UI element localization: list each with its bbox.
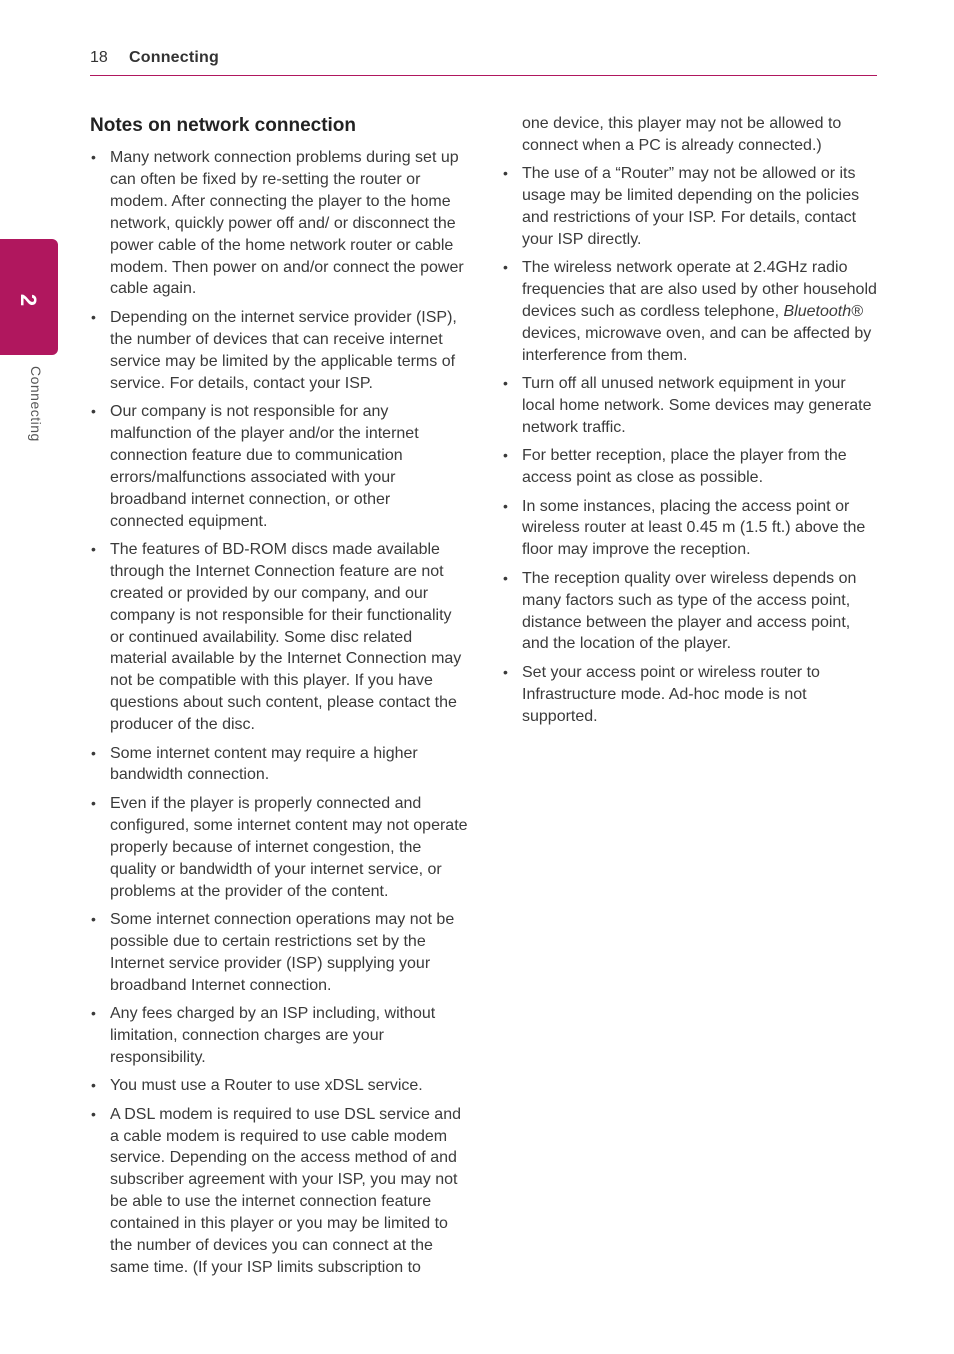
bullet: • (91, 744, 96, 761)
list-item: • A DSL modem is required to use DSL service and a cable modem is required to use cable modem service. Depending on the access method of and subscriber agreement with your ISP, you may not be able to use the internet connection feature contained in this player or you may be limited to the number of devices you can connect at the same time. (If your ISP limits subscription to (91, 1105, 461, 1276)
bullet: • (503, 164, 508, 181)
list-item: • Some internet content may require a higher bandwidth connection. (91, 744, 418, 784)
notes-list-left (90, 147, 468, 1279)
list-item: • Depending on the internet service provider (ISP), the number of devices that can receive internet service may be limited by the applicable terms of service. For details, contact your ISP. (91, 308, 457, 392)
bullet: • (91, 308, 96, 325)
chapter-number: 2 (16, 293, 42, 307)
list-item: • The wireless network operate at 2.4GHz radio frequencies that are also used by other household devices such as cordless telephone, Bluetooth® devices, microwave oven, and can be affected by interference from them. (503, 258, 877, 364)
bullet: • (503, 569, 508, 586)
list-item: • Even if the player is properly connected and configured, some internet content may not operate properly because of internet congestion, the quality or bandwidth of your internet service, or problems at the provider of the content. (91, 794, 468, 900)
bullet: • (503, 447, 508, 464)
list-item: • For better reception, place the player from the access point as close as possible. (503, 447, 847, 487)
page-header (90, 48, 877, 76)
list-item: • Set your access point or wireless router to Infrastructure mode. Ad-hoc mode is not supported. (503, 663, 820, 725)
list-item: • Turn off all unused network equipment in your local home network. Some devices may generate network traffic. (503, 374, 872, 436)
right-column (502, 113, 880, 734)
bullet: • (503, 374, 508, 391)
list-item: • Our company is not responsible for any malfunction of the player and/or the internet connection feature due to communication errors/malfunctions associated with your broadband internet connection, or other connected equipment. (91, 402, 419, 530)
bullet: • (503, 497, 508, 514)
list-item: • You must use a Router to use xDSL service. (90, 1075, 468, 1097)
list-item: • Any fees charged by an ISP including, without limitation, connection charges are your responsibility. (91, 1005, 436, 1066)
section-title: Notes on network connection (90, 115, 357, 136)
list-item: • Many network connection problems during set up can often be fixed by re-setting the router or modem. After connecting the player to the home network, quickly power off and/ or disconnect the power cable of the home network router or cable modem. Then power on and/or connect the power cable again. (91, 149, 464, 298)
bullet: • (91, 1077, 96, 1094)
bullet: • (91, 149, 96, 165)
chapter-tab-label: Connecting (28, 366, 44, 442)
bullet: • (91, 794, 96, 811)
bullet: • (91, 402, 96, 419)
continued-text: one device, this player may not be allowed to connect when a PC is already connected.) (522, 115, 842, 154)
bullet: • (503, 258, 508, 275)
bullet: • (91, 540, 96, 557)
header-section-name: Connecting (129, 49, 219, 66)
list-item: • The features of BD-ROM discs made available through the Internet Connection feature are not created or provided by our company, and our company is not responsible for their functionality or continued availability. Some disc related material available by the Internet Connection may not be compatible with this player. If you have questions about such content, please contact the producer of the disc. (91, 540, 462, 734)
list-item: • In some instances, placing the access point or wireless router at least 0.45 m (1.5 ft.) above the floor may improve the reception. (503, 497, 866, 559)
bluetooth-trademark: Bluetooth® (783, 302, 863, 320)
bullet: • (91, 910, 96, 927)
chapter-tab (0, 239, 58, 355)
bullet: • (91, 1105, 96, 1122)
bullet: • (503, 663, 508, 680)
notes-list-right (502, 163, 880, 728)
bullet: • (91, 1005, 96, 1022)
list-item: • Some internet connection operations may not be possible due to certain restrictions set by the Internet service provider (ISP) supplying your broadband Internet connection. (91, 910, 455, 994)
list-item: • The use of a “Router” may not be allowed or its usage may be limited depending on the policies and restrictions of your ISP. For details, contact your ISP directly. (503, 164, 860, 248)
left-column (90, 147, 468, 1285)
page-number: 18 (90, 49, 108, 66)
list-item: • The reception quality over wireless depends on many factors such as type of the access point, distance between the player and access point, and the location of the player. (503, 569, 857, 653)
